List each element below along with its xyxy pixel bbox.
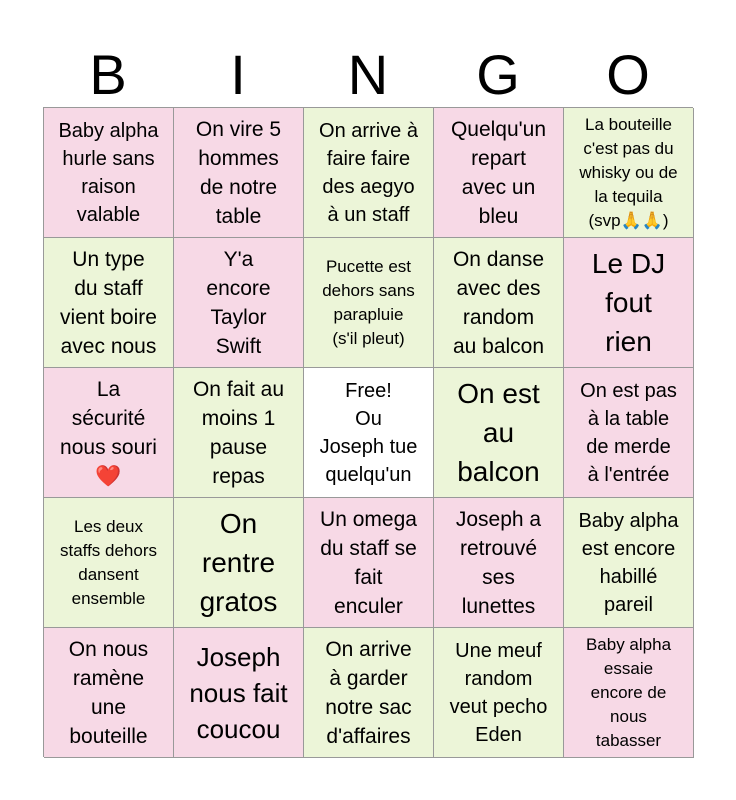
cell-text: On fait au moins 1 pause repas bbox=[192, 377, 285, 488]
header-letter-n: N bbox=[347, 43, 389, 106]
cell-text: Le DJ fout rien bbox=[591, 248, 666, 357]
bingo-grid bbox=[43, 107, 693, 757]
cell-text: On vire 5 hommes de notre table bbox=[195, 117, 282, 228]
bingo-cell[interactable] bbox=[564, 368, 694, 498]
bingo-header bbox=[43, 40, 693, 110]
bingo-cell[interactable] bbox=[564, 628, 694, 758]
bingo-cell[interactable] bbox=[434, 368, 564, 498]
bingo-cell[interactable] bbox=[304, 498, 434, 628]
header-letter-g: G bbox=[476, 43, 520, 106]
cell-text: La sécurité nous souri ❤️ bbox=[60, 377, 157, 488]
cell-text: La bouteille c'est pas du whisky ou de la tequila (svp🙏🙏) bbox=[579, 114, 678, 230]
cell-text: On arrive à garder notre sac d'affaires bbox=[325, 637, 412, 748]
bingo-cell[interactable] bbox=[44, 498, 174, 628]
cell-text: Y'a encore Taylor Swift bbox=[206, 247, 271, 358]
header-letter-b: B bbox=[89, 43, 127, 106]
bingo-cell[interactable] bbox=[304, 108, 434, 238]
bingo-cell[interactable] bbox=[44, 368, 174, 498]
bingo-cell[interactable] bbox=[174, 368, 304, 498]
bingo-cell[interactable] bbox=[304, 238, 434, 368]
cell-text: Joseph a retrouvé ses lunettes bbox=[455, 507, 542, 618]
cell-text: Les deux staffs dehors dansent ensemble bbox=[59, 516, 158, 608]
header-letter-i: I bbox=[230, 43, 246, 106]
bingo-cell[interactable] bbox=[174, 108, 304, 238]
cell-text: On nous ramène une bouteille bbox=[68, 637, 149, 748]
cell-text: Pucette est dehors sans parapluie (s'il pleut) bbox=[322, 256, 415, 348]
bingo-cell[interactable] bbox=[44, 628, 174, 758]
cell-text: On arrive à faire faire des aegyo à un staff bbox=[319, 119, 418, 226]
cell-text: Free! Ou Joseph tue quelqu'un bbox=[319, 379, 418, 486]
cell-text: On est au balcon bbox=[457, 378, 540, 487]
cell-text: On rentre gratos bbox=[199, 508, 278, 617]
bingo-cell[interactable] bbox=[174, 238, 304, 368]
bingo-cell[interactable] bbox=[304, 628, 434, 758]
header-letter-o: O bbox=[606, 43, 650, 106]
cell-text: Baby alpha est encore habillé pareil bbox=[578, 509, 679, 616]
bingo-cell[interactable] bbox=[434, 108, 564, 238]
bingo-cell[interactable] bbox=[434, 498, 564, 628]
bingo-cell[interactable] bbox=[564, 108, 694, 238]
cell-text: Une meuf random veut pecho Eden bbox=[449, 639, 548, 746]
cell-text: Baby alpha essaie encore de nous tabasser bbox=[585, 634, 672, 750]
cell-text: Quelqu'un repart avec un bleu bbox=[450, 117, 547, 228]
bingo-cell[interactable] bbox=[174, 628, 304, 758]
cell-text: Baby alpha hurle sans raison valable bbox=[58, 119, 159, 226]
cell-text: Un omega du staff se fait enculer bbox=[320, 507, 417, 618]
cell-text: On est pas à la table de merde à l'entrée bbox=[580, 379, 677, 486]
bingo-cell[interactable] bbox=[434, 628, 564, 758]
bingo-cell[interactable] bbox=[564, 498, 694, 628]
bingo-cell[interactable] bbox=[44, 238, 174, 368]
cell-text: Joseph nous fait coucou bbox=[189, 641, 288, 744]
cell-text: On danse avec des random au balcon bbox=[452, 247, 545, 358]
bingo-cell[interactable] bbox=[434, 238, 564, 368]
free-cell[interactable] bbox=[304, 368, 434, 498]
bingo-cell[interactable] bbox=[44, 108, 174, 238]
cell-text: Un type du staff vient boire avec nous bbox=[60, 247, 157, 358]
bingo-cell[interactable] bbox=[564, 238, 694, 368]
bingo-cell[interactable] bbox=[174, 498, 304, 628]
